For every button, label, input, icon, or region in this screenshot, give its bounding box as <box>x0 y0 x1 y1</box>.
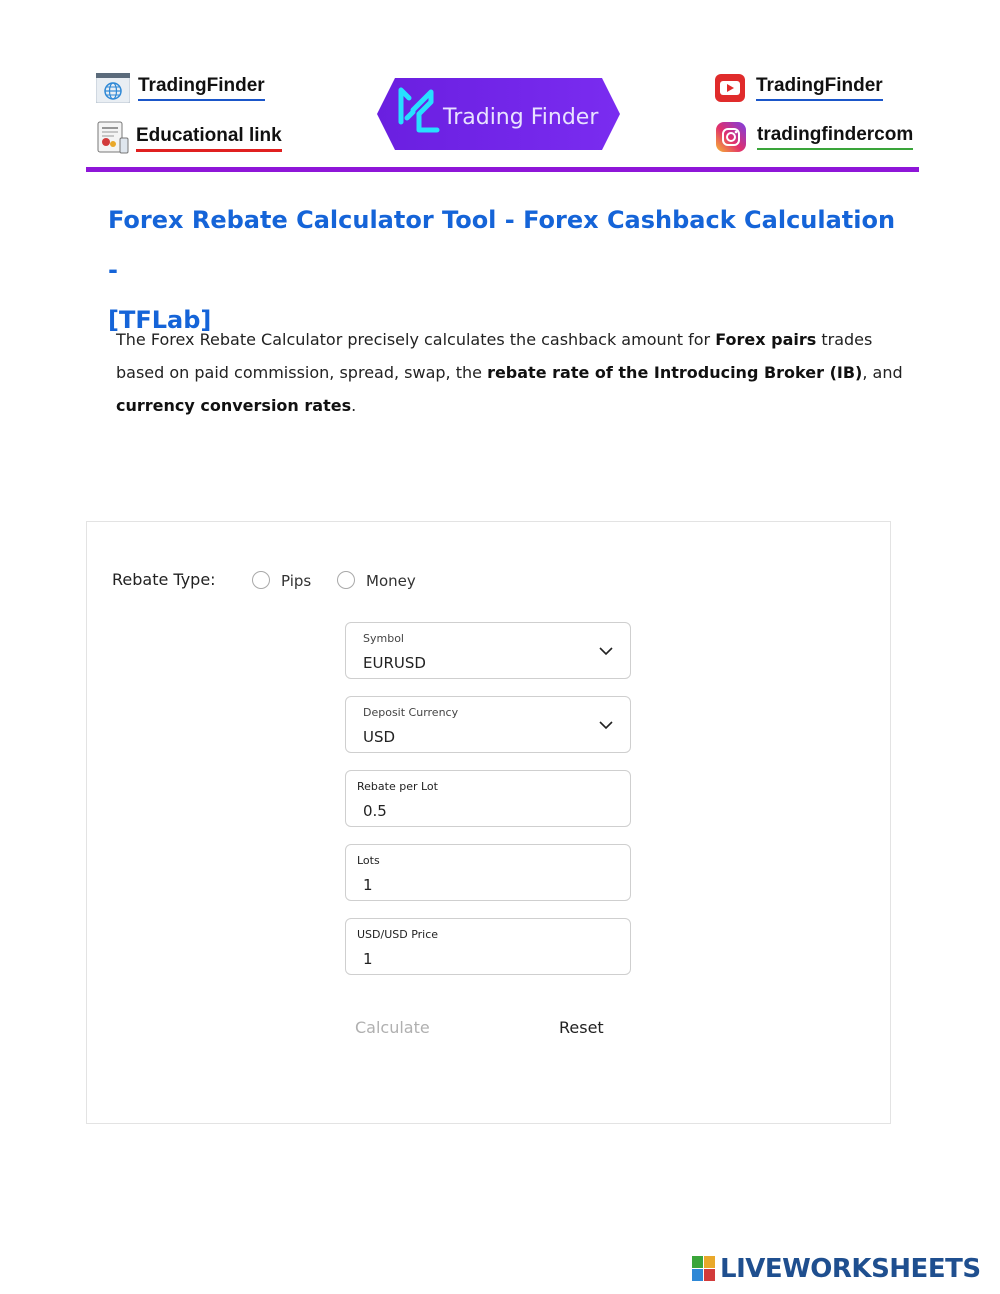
header-link-tradingfinder-site[interactable] <box>96 73 265 103</box>
lots-label: Lots <box>357 854 380 867</box>
liveworksheets-logo[interactable] <box>692 1254 981 1284</box>
calculate-button[interactable]: Calculate <box>355 1018 430 1037</box>
liveworksheets-icon <box>692 1256 716 1282</box>
deposit-currency-value: USD <box>363 728 396 746</box>
radio-pips-label: Pips <box>281 572 312 590</box>
usd-usd-price-label: USD/USD Price <box>357 928 439 941</box>
header-link-label: Educational link <box>136 125 282 152</box>
reset-button[interactable]: Reset <box>559 1018 604 1037</box>
radio-pips[interactable] <box>252 571 270 589</box>
instagram-icon <box>715 122 747 152</box>
header-link-label: TradingFinder <box>138 75 265 101</box>
intro-text: trades based on paid commission, spread, swap, the <box>116 330 873 382</box>
lots-field[interactable] <box>345 844 631 901</box>
intro-bold: currency conversion rates <box>116 396 352 415</box>
symbol-label: Symbol <box>363 632 404 645</box>
chevron-down-icon[interactable] <box>598 717 614 738</box>
radio-money-label: Money <box>366 572 416 590</box>
radio-money[interactable] <box>337 571 355 589</box>
chevron-down-icon[interactable] <box>598 643 614 664</box>
header-link-label: tradingfindercom <box>757 124 913 150</box>
trading-finder-logo[interactable] <box>377 78 620 150</box>
intro-bold: Forex pairs <box>715 330 817 349</box>
page-title-line2: [TFLab] <box>108 306 212 334</box>
usd-usd-price-field[interactable] <box>345 918 631 975</box>
intro-text: , and <box>862 363 903 382</box>
header-link-instagram[interactable] <box>715 122 913 152</box>
intro-bold: rebate rate of the Introducing Broker (IB) <box>487 363 863 382</box>
symbol-value: EURUSD <box>363 654 426 672</box>
deposit-currency-select[interactable] <box>345 696 631 753</box>
usd-usd-price-value[interactable]: 1 <box>363 950 373 968</box>
rebate-type-label: Rebate Type: <box>112 570 216 589</box>
header-link-educational[interactable] <box>96 123 282 153</box>
logo-text: Trading Finder <box>443 105 599 130</box>
rebate-per-lot-field[interactable] <box>345 770 631 827</box>
globe-icon <box>96 73 130 103</box>
header-link-youtube[interactable] <box>715 73 883 103</box>
deposit-currency-label: Deposit Currency <box>363 706 459 719</box>
document-icon <box>96 123 130 153</box>
youtube-icon <box>715 73 745 103</box>
header-divider <box>86 167 919 172</box>
header-link-label: TradingFinder <box>756 75 883 101</box>
lots-value[interactable]: 1 <box>363 876 373 894</box>
rebate-per-lot-value[interactable]: 0.5 <box>363 802 387 820</box>
rebate-per-lot-label: Rebate per Lot <box>357 780 438 793</box>
page-title-line1: Forex Rebate Calculator Tool - Forex Cashback Calculation - <box>108 206 896 284</box>
intro-text: . <box>351 396 357 415</box>
liveworksheets-text: LIVEWORKSHEETS <box>720 1254 981 1284</box>
intro-text: The Forex Rebate Calculator precisely calculates the cashback amount for <box>116 330 716 349</box>
intro-paragraph <box>116 323 906 422</box>
symbol-select[interactable] <box>345 622 631 679</box>
